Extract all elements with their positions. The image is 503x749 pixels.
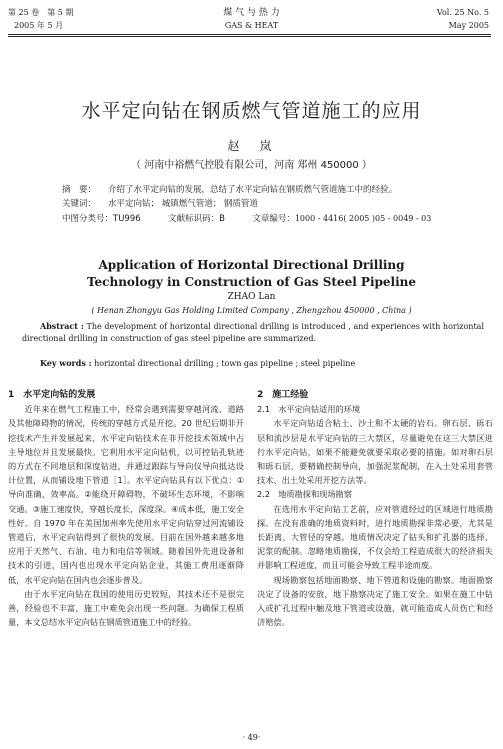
journal-name-en: GAS & HEAT: [224, 21, 279, 30]
author-en: ZHAO Lan: [227, 292, 276, 302]
header-rule: [8, 34, 491, 35]
date-en: May 2005: [448, 21, 489, 30]
author-cn: 赵 岚: [227, 139, 276, 153]
abstract-en-label: Abstract :: [40, 321, 84, 331]
abstract-cn-text: 介绍了水平定向钻的发展，总结了水平定向钻在钢质燃气管道施工中的经验。: [108, 185, 398, 195]
left-column: [8, 388, 244, 629]
article-number-label: 文章编号：: [252, 214, 295, 224]
section-1-paragraph-2: 由于水平定向钻在我国的使用历史较短，其技术还不是很完善，经验也不丰富，施工中难免会出现一些问题。为确保工程质量，本文总结水平定向钻在钢质管道施工中的经验。: [8, 588, 244, 628]
section-2-2-paragraph-2: 现场勘察包括地面勘察、地下管道和设施的勘察。地面勘察决定了设备的安放，地下勘察决定了施工安全。如果在施工中钻入或扩孔过程中触及地下管道或设施，就可能造成人员伤亡和经济赔偿。: [257, 574, 493, 628]
section-2-2-heading: 2.2 地质勘探和现场勘察: [257, 489, 352, 500]
page-number: · 49·: [242, 733, 261, 742]
clc-value: TU996: [113, 214, 141, 224]
section-2-heading: 2 施工经验: [257, 390, 309, 400]
abstract-en: [22, 320, 484, 345]
keywords-en-label: Key words :: [40, 358, 92, 368]
date-cn: 2005 年 5 月: [14, 21, 64, 30]
abstract-cn-label: 摘 要：: [62, 185, 97, 195]
affiliation-en: ( Henan Zhongyu Gas Holding Limited Company , Zhengzhou 450000 , China ): [91, 306, 412, 315]
keywords-cn-text: 水平定向钻； 城镇燃气管道； 钢质管道: [108, 199, 258, 209]
title-en: Application of Horizontal Directional Drilling Technology in Construction of Gas Steel Pipeline: [86, 258, 417, 289]
header-rule-thin: [8, 36, 491, 37]
doc-code-value: B: [219, 214, 225, 224]
journal-name-cn: 煤 气 与 热 力: [223, 8, 280, 18]
keywords-en-text: horizontal directional drilling ; town gas pipeline ; steel pipeline: [94, 359, 356, 368]
section-1-paragraph-1: 近年来在燃气工程施工中，经常会遇到需要穿越河流、道路及其他障碍物的情况，传统的穿越方式是开挖。20 世纪后期非开挖技术产生并发展起来，水平定向钻技术在非开挖技术领域中占主导地位并且发展最快。它利用水平定向钻机，以可控钻孔轨迹的方式在不同地层和深度钻进，并通过跟踪与导向仪导向抵达设计位置，从而铺设地下管道［1］。水平定向钻具有以下优点：①导向准确，效率高。②能绕开障碍物，不破坏生态环境，不影响交通。③施工速度快，穿越长度长，深度深。④成本低，施工安全性好。自 1970 年在美国加州率先使用水平定向钻穿过河流铺设管道后，水平定向钻得到了很快的发展。目前在国外越来越多地应用于天然气、石油、电力和电信等领域。随着国外先进设备和技术的引进，国内也出现水平定向钻企业，其施工费用逐渐降低，水平定向钻在国内也会逐步普及。: [8, 404, 244, 585]
abstract-en-text: The development of horizontal directional drilling is introduced , and experiences with horizontal directional drilling in construction of gas steel pipeline are summarized.: [22, 322, 485, 343]
classification-line: [62, 212, 492, 226]
section-2-1-paragraph: 水平定向钻适合粘土、沙土和不太硬的岩石。卵石层、砾石层和流沙层是水平定向钻的三大禁区，尽量避免在这三大禁区进行水平定向钻，如果不能避免就要采取必要的措施。如对卵石层和砾石层，要精确控制导向，加强泥浆配制，在入土处采用套管技术、出土处采用开挖方法等。: [257, 418, 493, 486]
keywords-en: [40, 357, 484, 370]
title-cn: 水平定向钻在钢质燃气管道施工的应用: [81, 100, 422, 122]
keywords-cn-label: 关键词：: [62, 199, 97, 209]
volume-en: Vol. 25 No. 5: [436, 8, 489, 17]
section-1-heading: 1 水平定向钻的发展: [8, 390, 96, 400]
volume-issue: 第 25 卷 第 5 期: [8, 8, 74, 17]
section-2-2-paragraph-1: 在选用水平定向钻工艺前，应对管道经过的区域进行地质勘探。在没有准确的地质资料时，进行地质勘探非常必要，尤其是长距离、大管径的穿越。地质情况决定了钻头和扩孔器的选择、泥浆的配制。忽略地质勘探，不仅会给工程造成很大的经济损失并影响工程进度，而且可能会导致工程半途而废。: [257, 503, 493, 571]
right-column: [257, 388, 493, 629]
keywords-cn: [62, 198, 462, 211]
abstract-cn: [62, 184, 462, 197]
affiliation-cn: （ 河南中裕燃气控股有限公司，河南 郑州 450000 ）: [131, 160, 372, 171]
section-2-1-heading: 2.1 水平定向钻适用的环境: [257, 404, 361, 415]
article-number-value: 1000 - 4416( 2005 )05 - 0049 - 03: [294, 214, 432, 223]
clc-label: 中图分类号：: [62, 214, 114, 224]
doc-code-label: 文献标识码：: [168, 214, 220, 224]
